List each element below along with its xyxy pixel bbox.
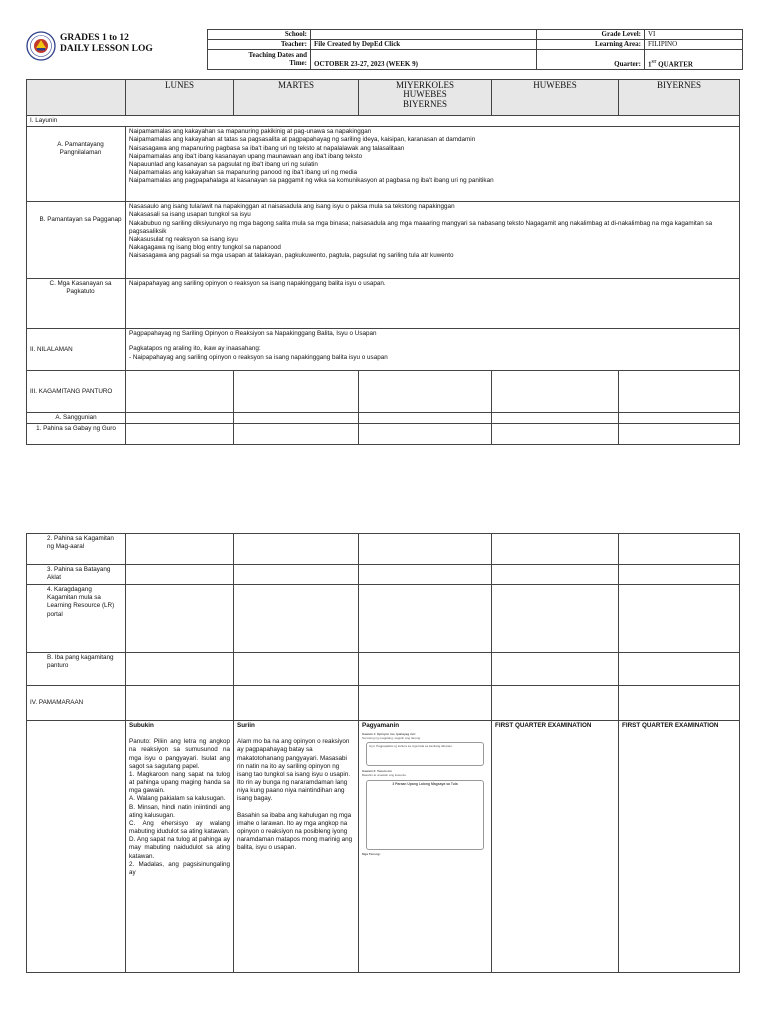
pagyamanin-issue-box: Isyu: Pagpapakita ng kultura sa mga bata sa kanilang tahanan. — [366, 742, 484, 766]
performance-line: Nasasaulo ang isang tula/awit na napakinggan at naisasadula ang isang isyu o paksa mula sa tekstong napakinggan — [129, 203, 455, 211]
day-header-miyerkoles — [359, 80, 492, 116]
pagyamanin-filler: Sa tulong ng magulang, sagutin ang tanong. — [362, 735, 421, 740]
objective-line: Naisasagawa ang mapanuring pagbasa sa iba't ibang uri ng teksto at napalalawak ang talasalitaan — [129, 144, 405, 152]
quarter-number: 1 — [648, 60, 652, 69]
nilalaman-line-1: Pagpapahayag ng Sariling Opinyon o Reaksiyon sa Napakinggang Balita, Isyu o Usapan — [129, 330, 377, 338]
teaching-dates-label-2: Time: — [289, 58, 307, 67]
label-iba-pang-kagamitan: B. Iba pang kagamitang panturo — [27, 653, 126, 686]
pagyamanin-questions-title: Mga Tanong: — [362, 851, 381, 856]
suriin-paragraph: Basahin sa ibaba ang kahulugan ng mga imahe o larawan. Ito ay mga angkop na opinyon o reaksiyon na posibleng iyong naramdaman matapos mong marinig ang balita, isyu o usapan. — [237, 811, 353, 852]
quarter-label: Quarter: — [537, 50, 645, 70]
learning-area-value: FILIPINO — [645, 40, 743, 50]
subukin-title: Subukin — [129, 722, 154, 729]
teacher-label: Teacher: — [208, 40, 311, 50]
school-value — [311, 30, 537, 40]
label-nilalaman: II. NILALAMAN — [27, 329, 126, 371]
subukin-paragraph: C. Ang ehersisyo ay walang mabuting idudulot sa ating katawan. — [129, 819, 230, 836]
day-header-biyernes: BIYERNES — [619, 80, 740, 116]
title-line-2: DAILY LESSON LOG — [60, 44, 153, 54]
teaching-dates-label — [208, 50, 311, 70]
performance-line: Nakagagawa ng isang blog entry tungkol sa napanood — [129, 244, 281, 252]
label-pamamaraan: IV. PAMAMARAAN — [27, 686, 126, 721]
exam-column-huwebes: FIRST QUARTER EXAMINATION — [492, 721, 619, 973]
label-karagdagang-kagamitan: 4. Karagdagang Kagamitan mula sa Learning Resource (LR) portal — [27, 585, 126, 653]
lesson-log-table-page-2 — [26, 533, 740, 973]
deped-seal-logo — [26, 31, 56, 61]
performance-line: Nakabubuo ng sariling diksiyunaryo ng mga bagong salita mula sa mga binasa; naisasadula ang mga maaaring mangyari sa nabasang teksto Nagagamit ang nakalimbag at di-nakalimbag na mga kagamitan sa pagsasaliksik — [129, 219, 713, 235]
suriin-paragraph: Alam mo ba na ang opinyon o reaksiyon ay pagpapahayag batay sa makatotohanang pangyayari. Masasabi rin natin na ito ay sariling opinyon ng isang tao tungkol sa isang isyu o usapin. Ito rin ay bunga ng nararamdaman lang niya kung paano niya naintindihan ang isang bagay. — [237, 738, 351, 803]
label-pahina-gabay-guro: 1. Pahina sa Gabay ng Guro — [27, 424, 126, 445]
performance-line: Nakasasali sa isang usapan tungkol sa isyu — [129, 211, 251, 219]
day-header-lunes: LUNES — [126, 80, 234, 116]
subukin-paragraph: B. Minsan, hindi natin iniintindi ang ating kalusugan. — [129, 803, 230, 819]
day-header-huwebes: HUWEBES — [492, 80, 619, 116]
suriin-column — [234, 721, 359, 973]
nilalaman-content — [126, 329, 740, 371]
pagyamanin-story-title: 3 Paraan Upang Lalong Magsaya sa Tula — [392, 781, 458, 786]
teacher-value: File Created by DepEd Click — [311, 40, 537, 50]
day-header-martes: MARTES — [234, 80, 359, 116]
subukin-paragraph: Panuto: Piliin ang letra ng angkop na reaksiyon sa sumusunod na mga isyu o pangyayari. Isulat ang sagot sa sagutang papel. — [129, 738, 230, 770]
school-label: School: — [208, 30, 311, 40]
pagyamanin-title: Pagyamanin — [362, 722, 400, 729]
nilalaman-line-2: Pagkatapos ng araling ito, ikaw ay inaasahang: — [129, 345, 261, 353]
pagyamanin-story-box — [366, 780, 484, 850]
pagyamanin-activity-1: Gawain 1: Opinyon mo, Ipahayag mo! — [362, 732, 416, 737]
teaching-dates-label-1: Teaching Dates and — [248, 50, 307, 59]
quarter-word: QUARTER — [656, 60, 693, 69]
quarter-superscript: ST — [651, 58, 657, 64]
day-header-miyerkoles-line3: BIYERNES — [402, 98, 447, 109]
pagyamanin-activity-2: Gawain 2: Tuusin mo — [362, 769, 392, 774]
objective-line: Naipamamalas ang iba't ibang kasanayan upang maunawaan ang iba't ibang teksto — [129, 152, 363, 160]
header-info-table — [207, 29, 743, 70]
section-layunin: I. Layunin — [27, 116, 740, 127]
performance-line: Nakasusulat ng reaksyon sa isang isyu — [129, 235, 238, 243]
label-pahina-kagamitan-mag-aaral: 2. Pahina sa Kagamitan ng Mag-aaral — [27, 534, 126, 565]
suriin-title: Suriin — [237, 722, 255, 729]
teaching-dates-value: OCTOBER 23-27, 2023 (WEEK 9) — [311, 50, 537, 70]
objective-line: Naipamamalas ang kakayahan sa mapanuring panood ng iba't ibang uri ng media — [129, 169, 358, 177]
label-pamantayang-pangnilalaman: A. Pamantayang Pangnilalaman — [27, 127, 126, 202]
label-mga-kasanayan: C. Mga Kasanayan sa Pagkatuto — [27, 279, 126, 329]
nilalaman-line-3: - Naipapahayag ang sariling opinyon o reaksyon sa isang napakinggang balita isyu o usapan — [129, 353, 388, 361]
pamantayan-sa-pagganap-content — [126, 202, 740, 279]
objective-line: Naipamamalas ang kakayahan at tatas sa pagsasalita at pagpapahayag ng sariling ideya, kaisipan, karanasan at damdamin — [129, 136, 476, 144]
subukin-paragraph: 1. Magkaroon nang sapat na tulog at pahinga upang maging handa sa mga gawain. — [129, 770, 230, 795]
grade-level-value: VI — [645, 30, 743, 40]
day-header-miyerkoles-line2: HUWEBES — [403, 89, 447, 100]
pagyamanin-column — [359, 721, 492, 973]
objective-line: Naipamamalas ang pagpapahalaga at kasanayan sa paggamit ng wika sa komunikasyon at pagbasa ng iba't ibang uri ng panitikan — [129, 177, 494, 185]
label-sanggunian: A. Sanggunian — [27, 413, 126, 424]
learning-area-label: Learning Area: — [537, 40, 645, 50]
subukin-paragraph: 2. Madalas, ang pagsisinungaling ay — [129, 860, 230, 876]
day-header-miyerkoles-line1: MIYERKOLES — [396, 80, 454, 90]
subukin-paragraph: A. Walang pakialam sa kalusugan. — [129, 795, 226, 803]
label-kagamitang-panturo: III. KAGAMITANG PANTURO — [27, 371, 126, 413]
exam-column-biyernes: FIRST QUARTER EXAMINATION — [619, 721, 740, 973]
pagyamanin-filler: Basahin at unawain ang kuwento. — [362, 772, 407, 777]
lesson-log-table-page-1 — [26, 79, 740, 445]
grade-level-label: Grade Level: — [537, 30, 645, 40]
pamantayang-pangnilalaman-content — [126, 127, 740, 202]
quarter-value — [645, 50, 743, 70]
objective-line: Napauunlad ang kasanayan sa pagsulat ng iba't ibang uri ng sulatin — [129, 160, 318, 168]
objective-line: Naipamamalas ang kakayahan sa mapanuring pakikinig at pag-unawa sa napakinggan — [129, 128, 372, 136]
label-pahina-batayang-aklat: 3. Pahina sa Batayang Aklat — [27, 565, 126, 585]
day-header-blank — [27, 80, 126, 116]
label-pamantayan-sa-pagganap: B. Pamantayan sa Pagganap — [27, 202, 126, 279]
subukin-column — [126, 721, 234, 973]
performance-line: Naisasagawa ang pagsali sa mga usapan at talakayan, pagkukuwento, pagtula, pagsulat ng sariling tula atr kuwento — [129, 252, 454, 260]
document-title — [60, 33, 153, 55]
title-line-1: GRADES 1 to 12 — [60, 33, 129, 43]
mga-kasanayan-content: Naipapahayag ang sariling opinyon o reaksyon sa isang napakinggang balita isyu o usapan. — [126, 279, 740, 329]
subukin-paragraph: D. Ang sapat na tulog at pahinga ay may mabuting naidudulot sa ating katawan. — [129, 836, 230, 860]
